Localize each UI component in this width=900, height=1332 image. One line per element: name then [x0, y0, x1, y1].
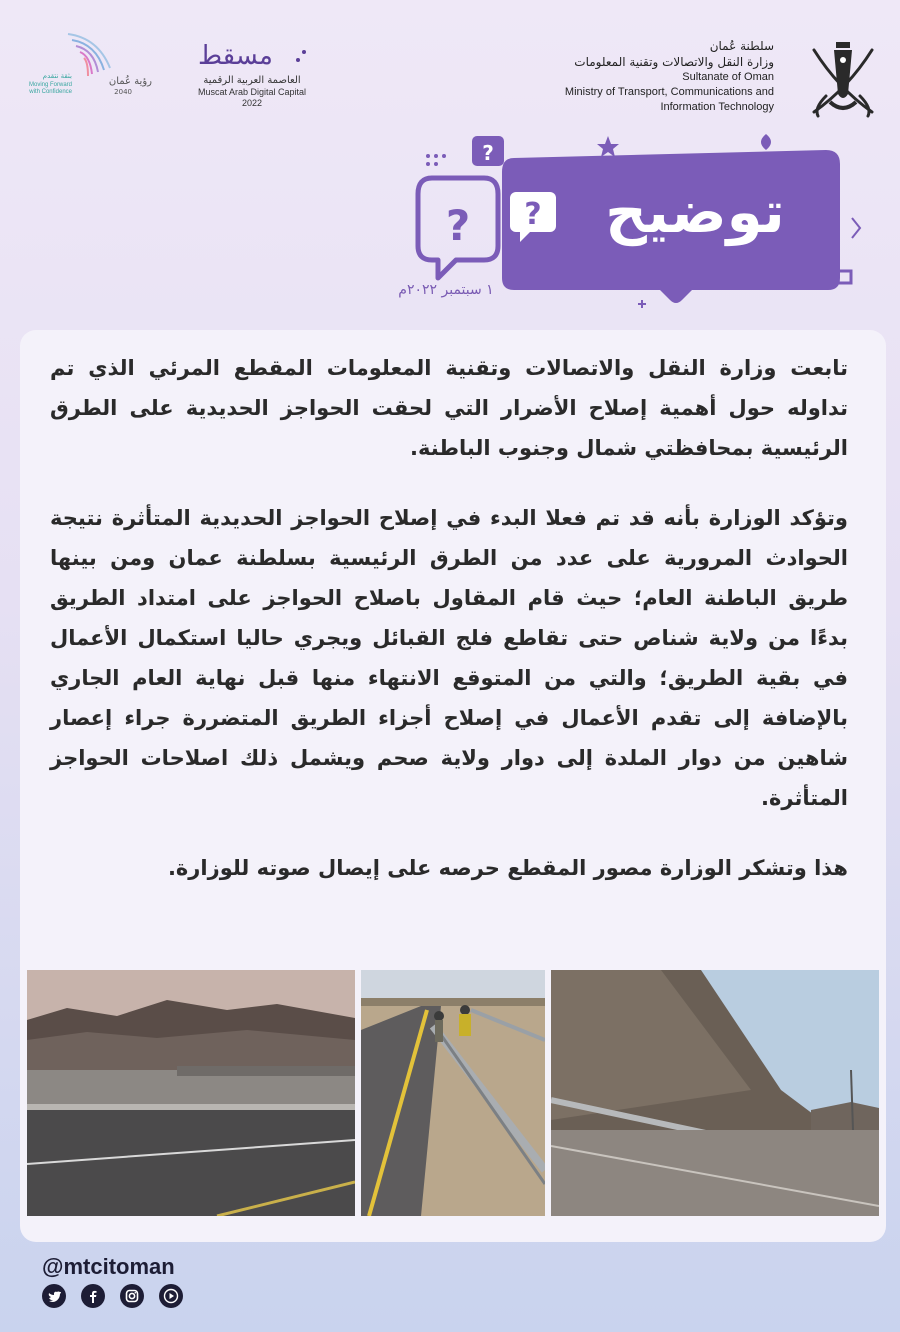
- vision-ar-label: رؤية عُمان: [108, 76, 152, 87]
- oman-vision-logo: [28, 28, 156, 100]
- vision-year-label: 2040: [114, 88, 132, 96]
- photo-workers-barrier: [361, 970, 545, 1216]
- capital-year: 2022: [241, 98, 263, 108]
- social-handle[interactable]: @mtcitoman: [42, 1254, 175, 1279]
- question-mark-icon: ?: [445, 201, 471, 250]
- statement-date: ١ سبتمبر ٢٠٢٢م: [398, 282, 494, 298]
- paragraph-intro: تابعت وزارة النقل والاتصالات وتقنية المعلومات المقطع المرئي الذي تم تداوله حول أهمية إصلاح الأضرار التي لحقت الحواجز الحديدية على الطرق الرئيسية بمحافظتي شمال وجنوب الباطنة.: [50, 356, 848, 460]
- photo-overpass-mountains: [27, 970, 355, 1216]
- vision-tag-en-2: with Confidence: [29, 89, 72, 95]
- capital-en-label: Muscat Arab Digital Capital: [197, 87, 307, 97]
- youtube-icon[interactable]: [159, 1284, 183, 1308]
- vision-tag-en-1: Moving Forward: [28, 82, 72, 88]
- muscat-digital-capital-logo: [192, 40, 312, 112]
- ministry-en-line-1: Sultanate of Oman: [682, 71, 774, 83]
- photo-mountain-guardrail: [551, 970, 879, 1216]
- ministry-header: [526, 38, 886, 124]
- ministry-ar-line-1: سلطنة عُمان: [709, 39, 774, 53]
- instagram-icon[interactable]: [120, 1284, 144, 1308]
- facebook-icon[interactable]: [81, 1284, 105, 1308]
- ministry-ar-line-2: وزارة النقل والاتصالات وتقنية المعلومات: [574, 55, 774, 69]
- capital-mark-icon: [192, 40, 312, 70]
- paragraph-details: وتؤكد الوزارة بأنه قد تم فعلا البدء في إصلاح الحواجز الحديدية المتأثرة نتيجة الحوادث المرورية على عدد من الطرق الرئيسية بسلطنة عمان ومن بينها طريق الباطنة العام؛ حيث قام المقاول باصلاح الحواجز على امتداد الطريق بدءًا من ولاية شناص حتى تقاطع فلج القبائل ويجري حاليا استكمال الأعمال في بقية الطريق؛ والتي من المتوقع الانتهاء منها قبل نهاية العام الجاري بالإضافة إلى تقدم الأعمال في إصلاح أجزاء الطريق المتضررة جراء إعصار شاهين من دوار الملدة إلى دوار ولاية صحم ويشمل ذلك اصلاحات الحواجز المتأثرة.: [50, 506, 848, 810]
- vision-2040-icon: [28, 28, 156, 100]
- photo-strip: [27, 970, 879, 1216]
- ministry-name: [565, 38, 774, 115]
- paragraph-thanks: هذا وتشكر الوزارة مصور المقطع حرصه على إيصال صوته للوزارة.: [167, 856, 848, 880]
- capital-ar-label: العاصمة العربية الرقمية: [203, 75, 301, 86]
- ministry-en-line-2: Ministry of Transport, Communications and: [564, 86, 774, 98]
- statement-card: [20, 330, 886, 1242]
- capital-logo-text: مسقط: [198, 41, 273, 70]
- social-links: [42, 1284, 193, 1308]
- statement-body: [50, 348, 848, 918]
- svg-text:?: ?: [524, 197, 542, 232]
- ministry-en-line-3: Information Technology: [660, 101, 774, 113]
- title-badge: [380, 128, 870, 328]
- page-title: توضيح: [605, 178, 785, 246]
- oman-emblem-icon: [800, 38, 886, 120]
- twitter-icon[interactable]: [42, 1284, 66, 1308]
- vision-tag-ar: بثقة نتقدم: [42, 72, 72, 80]
- svg-text:?: ?: [482, 141, 494, 165]
